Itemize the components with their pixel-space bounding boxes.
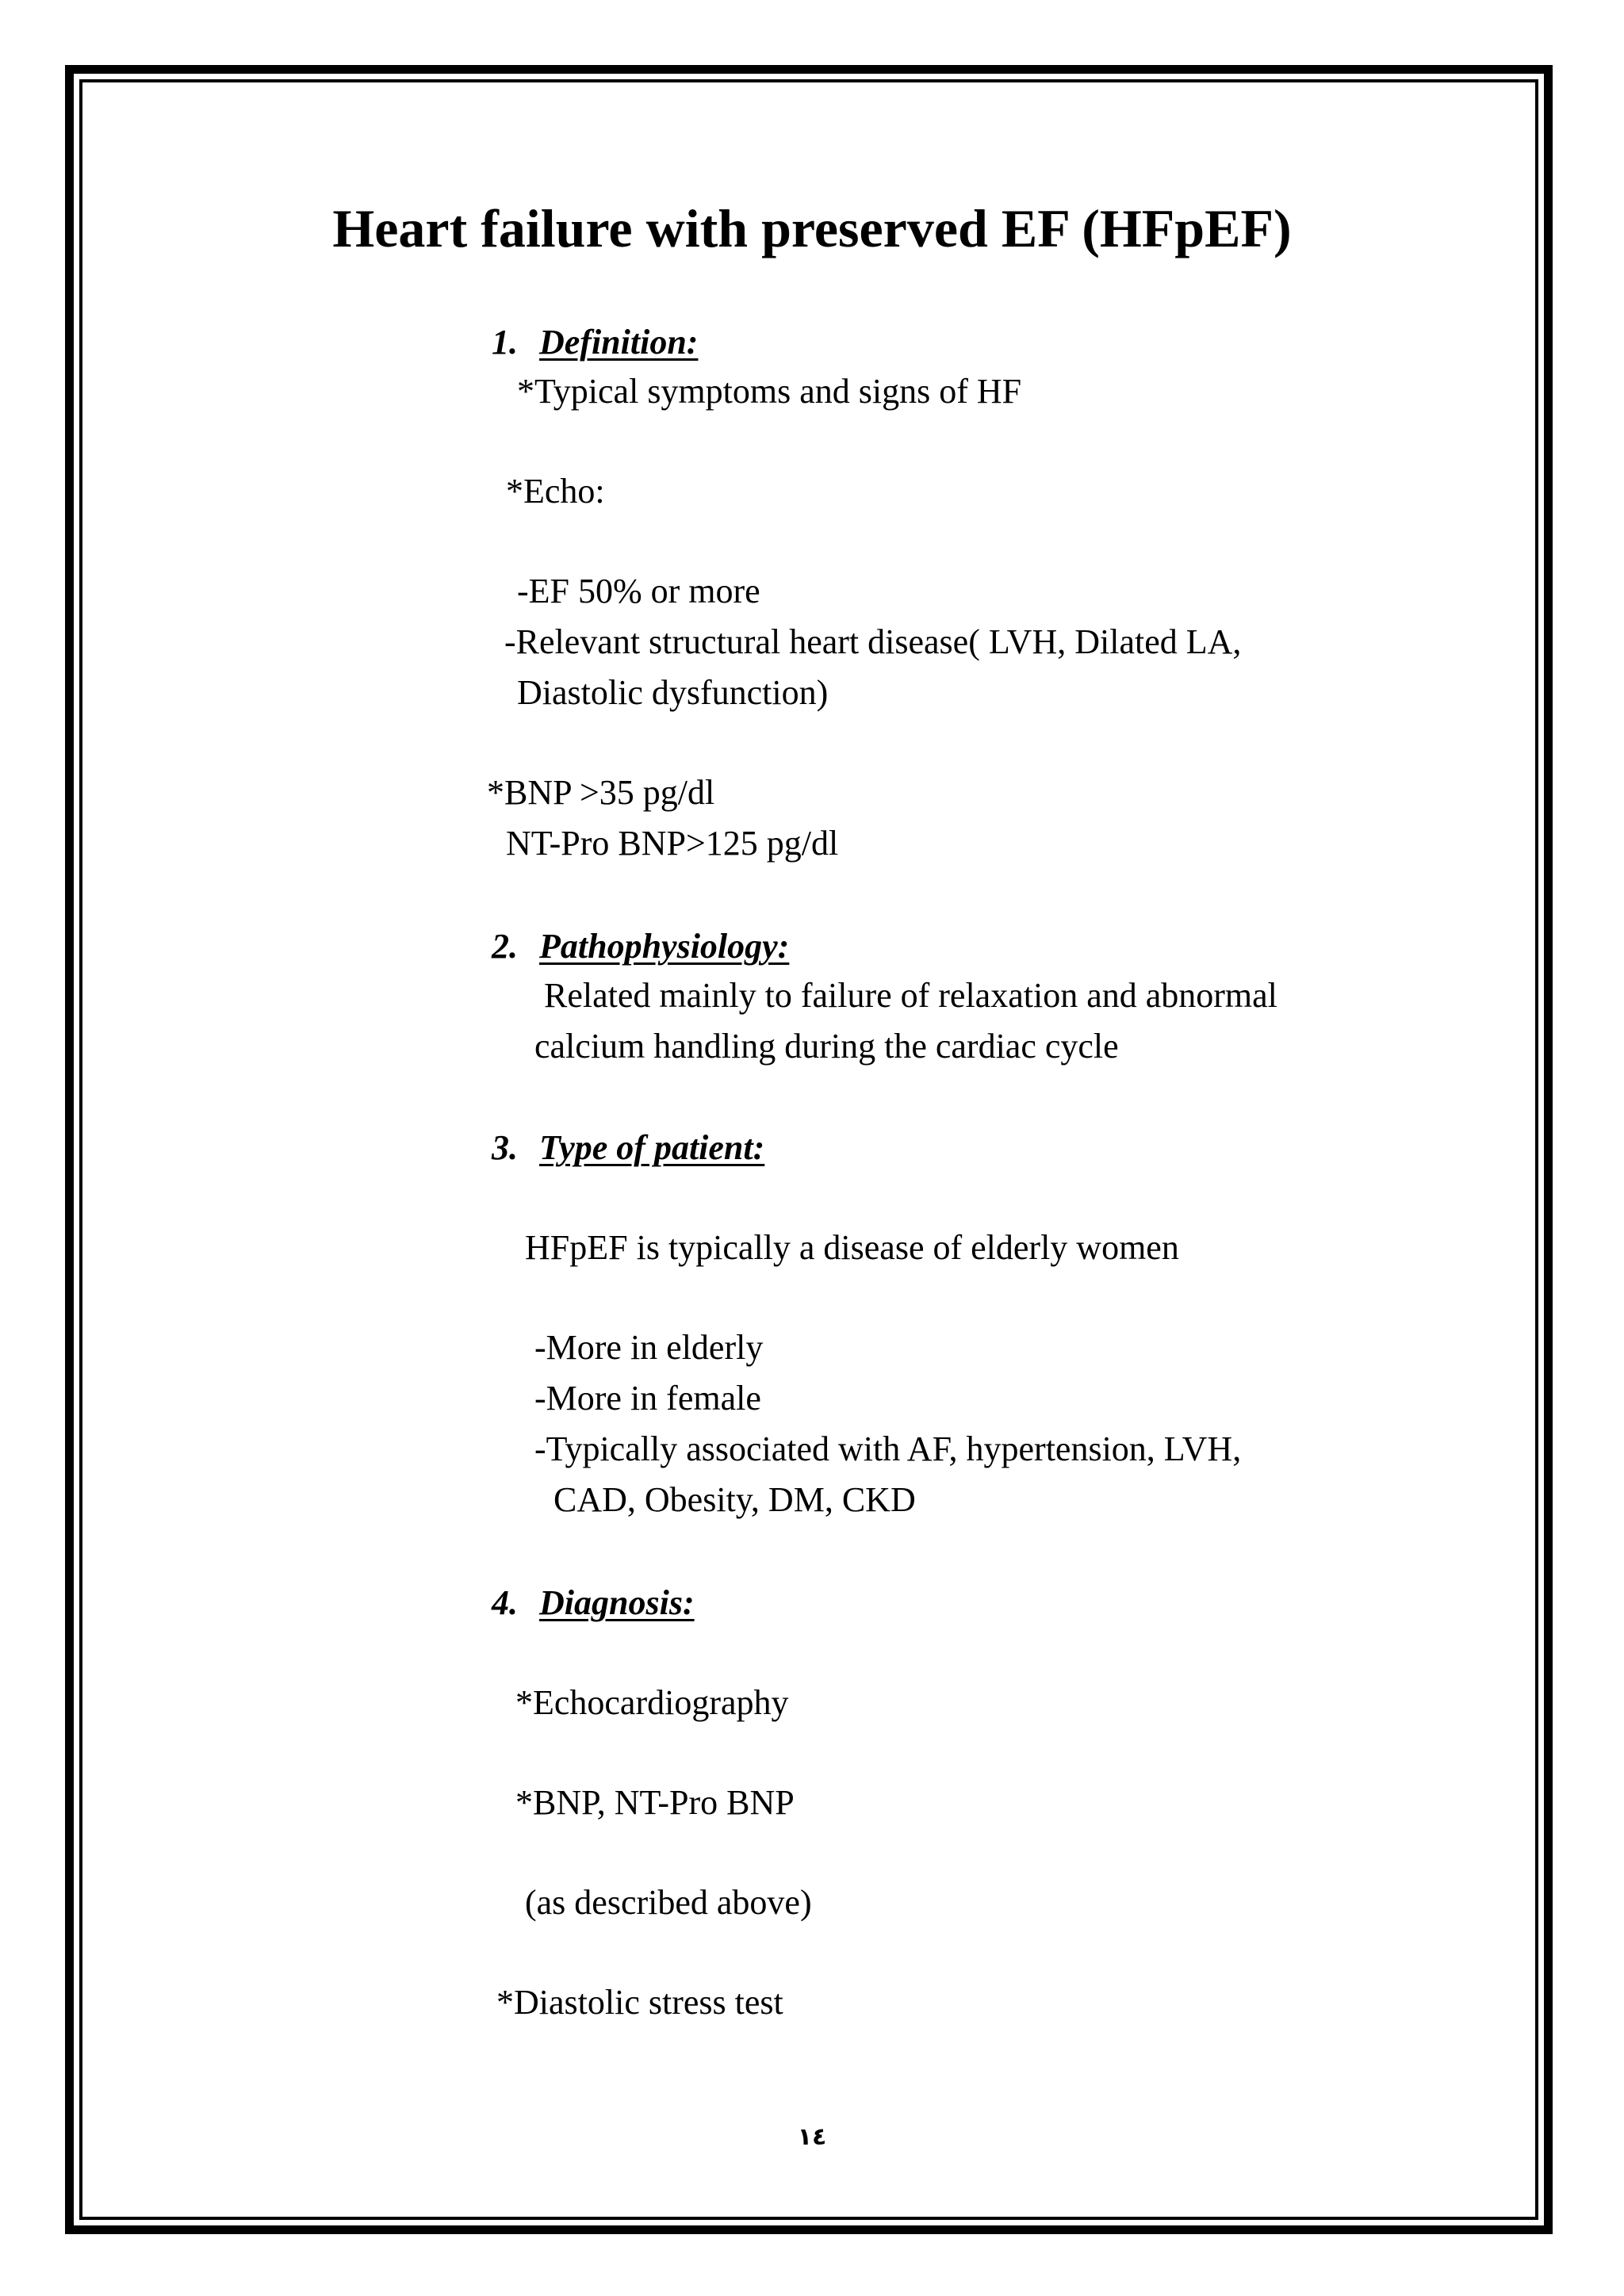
diagnosis-line: (as described above) bbox=[525, 1883, 812, 1922]
section-label: Pathophysiology: bbox=[539, 927, 790, 966]
section-number: 3. bbox=[492, 1128, 518, 1167]
pathophysiology-line: Related mainly to failure of relaxation and abnormal bbox=[544, 976, 1277, 1015]
definition-line: *Typical symptoms and signs of HF bbox=[517, 372, 1022, 411]
section-heading-diagnosis bbox=[492, 1581, 695, 1625]
definition-line: *BNP >35 pg/dl bbox=[487, 773, 715, 812]
section-label: Type of patient: bbox=[539, 1128, 765, 1167]
type-of-patient-line: CAD, Obesity, DM, CKD bbox=[553, 1480, 916, 1519]
definition-line: Diastolic dysfunction) bbox=[517, 673, 829, 712]
pathophysiology-line: calcium handling during the cardiac cycle bbox=[534, 1027, 1119, 1066]
section-heading-type-of-patient bbox=[492, 1126, 764, 1170]
definition-line: *Echo: bbox=[506, 472, 605, 511]
type-of-patient-line: HFpEF is typically a disease of elderly women bbox=[525, 1228, 1179, 1267]
section-number: 2. bbox=[492, 927, 518, 966]
type-of-patient-line: -More in female bbox=[534, 1379, 761, 1418]
definition-line: -EF 50% or more bbox=[517, 572, 760, 610]
type-of-patient-line: -Typically associated with AF, hypertension, LVH, bbox=[534, 1429, 1242, 1468]
section-heading-definition bbox=[492, 320, 698, 365]
diagnosis-line: *Echocardiography bbox=[515, 1683, 789, 1722]
definition-line: NT-Pro BNP>125 pg/dl bbox=[506, 824, 839, 863]
type-of-patient-line: -More in elderly bbox=[534, 1328, 764, 1367]
definition-line: -Relevant structural heart disease( LVH, Dilated LA, bbox=[504, 622, 1242, 661]
page-number: ١٤ bbox=[797, 2123, 827, 2151]
diagnosis-line: *BNP, NT-Pro BNP bbox=[515, 1783, 795, 1822]
section-number: 4. bbox=[492, 1583, 518, 1622]
section-label: Diagnosis: bbox=[539, 1583, 695, 1622]
diagnosis-line: *Diastolic stress test bbox=[496, 1983, 783, 2022]
page-title: Heart failure with preserved EF (HFpEF) bbox=[332, 198, 1292, 258]
section-number: 1. bbox=[492, 323, 518, 362]
section-heading-pathophysiology bbox=[492, 924, 789, 969]
section-label: Definition: bbox=[539, 323, 699, 362]
